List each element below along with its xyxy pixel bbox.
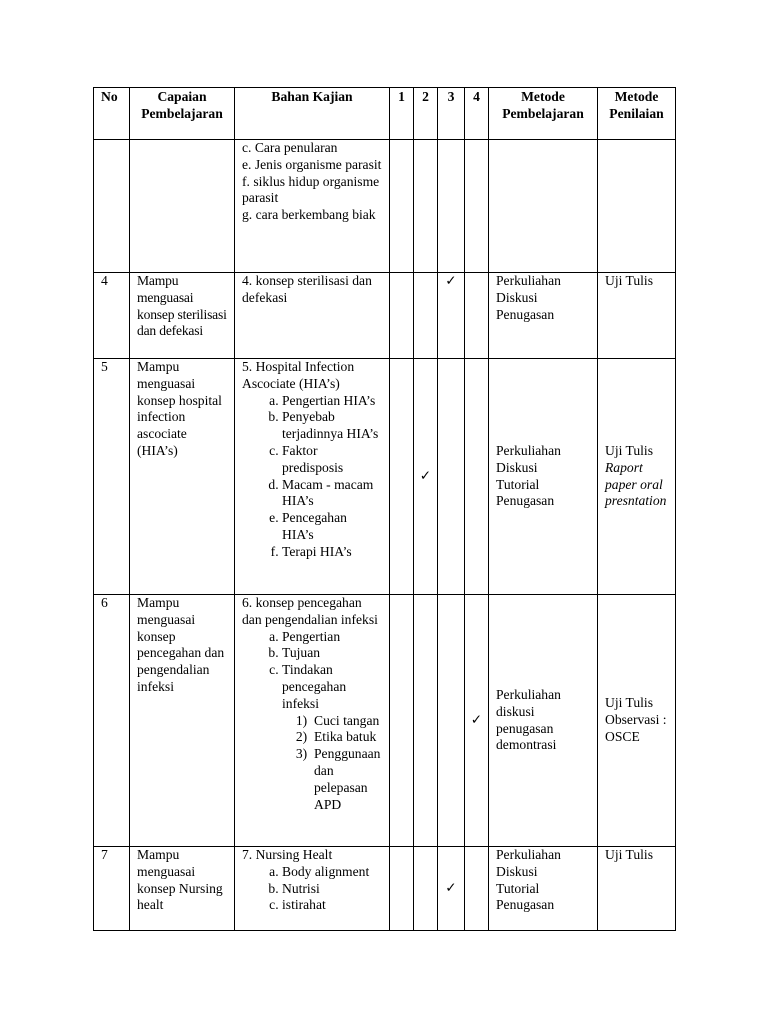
- bahan-list-item-label: Tindakan pencegahan infeksi: [282, 662, 347, 711]
- bahan-list-item: b. Penyebab terjadinnya HIA’s: [282, 409, 382, 443]
- metode-pembelajaran-item: Diskusi: [496, 459, 538, 475]
- cell-metode-penilaian: [598, 595, 676, 847]
- bahan-list-item: d. Macam - macam HIA’s: [282, 477, 382, 511]
- check-mark-icon: ✓: [445, 880, 457, 896]
- cell-level-4: [465, 273, 489, 359]
- cell-level-2: [414, 359, 438, 595]
- bahan-list-item: e. Pencegahan HIA’s: [282, 510, 382, 544]
- header-no: No: [94, 88, 130, 140]
- metode-pembelajaran-item: Tutorial: [496, 880, 540, 896]
- cell-level-1: [390, 595, 414, 847]
- table-row: [94, 140, 676, 273]
- header-row: [94, 88, 676, 140]
- cell-level-4: [465, 140, 489, 273]
- cell-capaian: Mampu menguasai konsep pencegahan dan pengendalian infeksi: [130, 595, 235, 847]
- table-row: [94, 359, 676, 595]
- cell-bahan-kajian: [235, 273, 390, 359]
- cell-level-3: [438, 847, 465, 931]
- header-level-4: 4: [465, 88, 489, 140]
- metode-penilaian-item: Observasi : OSCE: [605, 712, 667, 744]
- cell-level-1: [390, 847, 414, 931]
- bahan-list-item: a. Pengertian: [282, 629, 382, 646]
- cell-metode-pembelajaran: [489, 595, 598, 847]
- check-mark-icon: ✓: [419, 468, 432, 484]
- header-level-3: 3: [438, 88, 465, 140]
- check-mark-icon: ✓: [445, 273, 457, 288]
- metode-pembelajaran-item: Perkuliahan: [496, 273, 561, 288]
- cell-metode-penilaian: [598, 273, 676, 359]
- curriculum-table: [93, 87, 676, 931]
- cell-level-4: [465, 359, 489, 595]
- header-level-2: 2: [414, 88, 438, 140]
- bahan-title: 5. Hospital Infection Ascociate (HIA’s): [242, 359, 355, 391]
- cell-level-2: [414, 140, 438, 273]
- header-bahan-kajian: Bahan Kajian: [235, 88, 390, 140]
- metode-pembelajaran-item: Penugasan: [496, 493, 555, 509]
- cell-no: [94, 140, 130, 273]
- metode-penilaian-item: Uji Tulis: [605, 273, 653, 288]
- bahan-title: 7. Nursing Healt: [242, 847, 333, 862]
- bahan-title: 4. konsep sterilisasi dan defekasi: [242, 273, 372, 305]
- metode-pembelajaran-item: Perkuliahan: [496, 442, 561, 458]
- metode-pembelajaran-item: demontrasi: [496, 737, 557, 753]
- cell-metode-pembelajaran: [489, 847, 598, 931]
- cell-level-2: [414, 595, 438, 847]
- cell-capaian: Mampu menguasai konsep Nursing healt: [130, 847, 235, 931]
- cell-level-4: [465, 595, 489, 847]
- cell-level-3: [438, 359, 465, 595]
- metode-pembelajaran-item: penugasan: [496, 720, 554, 736]
- cell-metode-pembelajaran: [489, 140, 598, 273]
- cell-no: 5: [94, 359, 130, 595]
- cell-capaian: [130, 140, 235, 273]
- bahan-sublist: [282, 713, 382, 814]
- metode-pembelajaran-item: Perkuliahan: [496, 686, 561, 702]
- bahan-line: g. cara berkembang biak: [242, 207, 376, 223]
- cell-metode-penilaian: [598, 140, 676, 273]
- bahan-list-item: f. Terapi HIA’s: [282, 544, 382, 561]
- header-capaian-pembelajaran: Capaian Pembelajaran: [130, 88, 235, 140]
- metode-penilaian-item: Uji Tulis: [605, 442, 653, 458]
- cell-level-1: [390, 359, 414, 595]
- cell-bahan-kajian: [235, 140, 390, 273]
- bahan-list-item: c. Faktor predisposis: [282, 443, 382, 477]
- table-row: [94, 595, 676, 847]
- bahan-list: [242, 629, 382, 814]
- bahan-sublist-item: 3. Penggunaan dan pelepasan APD: [314, 746, 382, 813]
- cell-level-3: [438, 595, 465, 847]
- cell-metode-penilaian: [598, 359, 676, 595]
- metode-pembelajaran-item: Perkuliahan: [496, 847, 561, 862]
- cell-bahan-kajian: [235, 847, 390, 931]
- cell-no: 6: [94, 595, 130, 847]
- bahan-line: c. Cara penularan: [242, 140, 338, 155]
- cell-no: 7: [94, 847, 130, 931]
- cell-level-2: [414, 273, 438, 359]
- cell-bahan-kajian: [235, 595, 390, 847]
- cell-level-3: [438, 273, 465, 359]
- bahan-list-item: a. Body alignment: [282, 864, 382, 881]
- bahan-sublist-item: 1. Cuci tangan: [314, 713, 382, 730]
- metode-pembelajaran-item: Penugasan: [496, 306, 555, 322]
- bahan-list: [242, 393, 382, 561]
- metode-penilaian-item: Uji Tulis: [605, 847, 653, 862]
- cell-level-2: [414, 847, 438, 931]
- bahan-list: [242, 864, 382, 914]
- cell-level-1: [390, 273, 414, 359]
- bahan-list-item: [282, 662, 382, 813]
- cell-level-1: [390, 140, 414, 273]
- bahan-line: e. Jenis organisme parasit: [242, 156, 382, 172]
- header-metode-pembelajaran: Metode Pembelajaran: [489, 88, 598, 140]
- metode-pembelajaran-item: Diskusi: [496, 289, 538, 305]
- bahan-list-item: b. Tujuan: [282, 645, 382, 662]
- bahan-line: f. siklus hidup organisme parasit: [242, 173, 380, 206]
- cell-level-3: [438, 140, 465, 273]
- cell-metode-pembelajaran: [489, 273, 598, 359]
- cell-capaian: Mampu menguasai konsep hospital infection ascociate (HIA’s): [130, 359, 235, 595]
- metode-penilaian-italic: Raport paper oral presntation: [605, 459, 667, 509]
- cell-no: 4: [94, 273, 130, 359]
- bahan-list-item: c. istirahat: [282, 897, 382, 914]
- metode-pembelajaran-item: diskusi: [496, 703, 535, 719]
- metode-pembelajaran-item: Diskusi: [496, 863, 538, 879]
- cell-bahan-kajian: [235, 359, 390, 595]
- cell-capaian: Mampu menguasai konsep sterilisasi dan defekasi: [130, 273, 235, 359]
- cell-metode-penilaian: [598, 847, 676, 931]
- table-row: [94, 847, 676, 931]
- bahan-list-item: b. Nutrisi: [282, 881, 382, 898]
- metode-pembelajaran-item: Tutorial: [496, 476, 540, 492]
- metode-pembelajaran-item: Penugasan: [496, 897, 555, 913]
- bahan-title: 6. konsep pencegahan dan pengendalian infeksi: [242, 595, 378, 627]
- bahan-sublist-item: 2. Etika batuk: [314, 729, 382, 746]
- header-metode-penilaian: Metode Penilaian: [598, 88, 676, 140]
- cell-level-4: [465, 847, 489, 931]
- metode-penilaian-item: Uji Tulis: [605, 695, 653, 711]
- table-row: [94, 273, 676, 359]
- check-mark-icon: ✓: [470, 712, 483, 728]
- header-level-1: 1: [390, 88, 414, 140]
- cell-metode-pembelajaran: [489, 359, 598, 595]
- bahan-list-item: a. Pengertian HIA’s: [282, 393, 382, 410]
